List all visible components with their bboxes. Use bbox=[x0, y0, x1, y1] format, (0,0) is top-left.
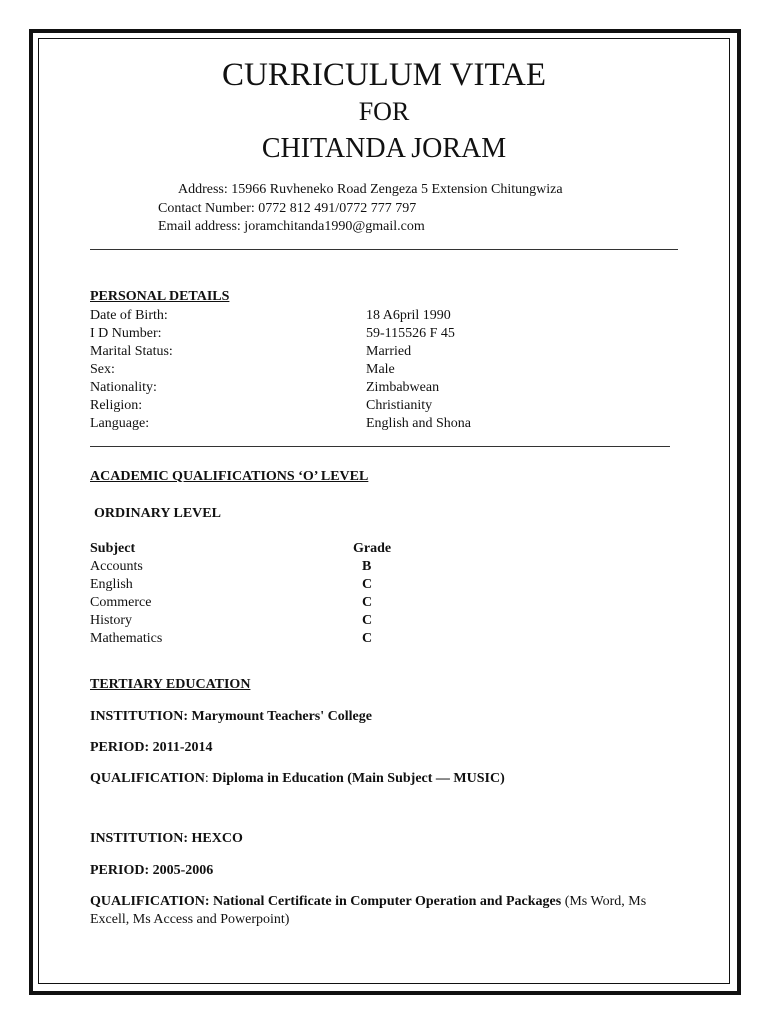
qualification-title: National Certificate in Computer Operation and Packages bbox=[213, 894, 562, 909]
grade-english: C bbox=[362, 577, 373, 592]
qualification-2 bbox=[90, 893, 680, 929]
religion-label: Religion: bbox=[90, 398, 143, 413]
divider bbox=[90, 249, 678, 250]
subject-column-header: Subject bbox=[90, 541, 136, 556]
dob-value: 18 A6pril 1990 bbox=[366, 308, 451, 323]
qualification-1 bbox=[90, 770, 690, 788]
divider bbox=[90, 446, 670, 447]
period-2: PERIOD: 2005-2006 bbox=[90, 863, 214, 878]
contact-number-line: Contact Number: 0772 812 491/0772 777 797 bbox=[158, 201, 417, 216]
qualification-title: Diploma in Education (Main Subject — MUSIC) bbox=[212, 771, 505, 786]
dob-label: Date of Birth: bbox=[90, 308, 168, 323]
grade-history: C bbox=[362, 613, 373, 628]
subject-accounts: Accounts bbox=[90, 559, 143, 574]
academic-qualifications-heading: ACADEMIC QUALIFICATIONS ‘O’ LEVEL bbox=[90, 469, 369, 484]
subject-commerce: Commerce bbox=[90, 595, 152, 610]
nationality-value: Zimbabwean bbox=[366, 380, 440, 395]
candidate-name: CHITANDA JORAM bbox=[261, 133, 507, 164]
subject-history: History bbox=[90, 613, 132, 628]
qualification-detail: (Ms Word, Ms Excell, Ms Access and Powerpoint) bbox=[90, 894, 647, 927]
qualification-label: QUALIFICATION: bbox=[90, 894, 210, 909]
document-title: CURRICULUM VITAE bbox=[221, 57, 546, 93]
tertiary-education-heading: TERTIARY EDUCATION bbox=[90, 677, 251, 692]
institution-2: INSTITUTION: HEXCO bbox=[90, 831, 243, 846]
marital-status-value: Married bbox=[366, 344, 412, 359]
id-number-label: I D Number: bbox=[90, 326, 162, 341]
sex-value: Male bbox=[366, 362, 395, 377]
subject-mathematics: Mathematics bbox=[90, 631, 163, 646]
ordinary-level-subheading: ORDINARY LEVEL bbox=[94, 506, 221, 521]
sex-label: Sex: bbox=[90, 362, 115, 377]
period-1: PERIOD: 2011-2014 bbox=[90, 740, 213, 755]
language-value: English and Shona bbox=[366, 416, 471, 431]
qualification-label: QUALIFICATION bbox=[90, 771, 205, 786]
language-label: Language: bbox=[90, 416, 150, 431]
grade-column-header: Grade bbox=[353, 541, 392, 556]
personal-details-heading: PERSONAL DETAILS bbox=[90, 289, 230, 304]
religion-value: Christianity bbox=[366, 398, 433, 413]
marital-status-label: Marital Status: bbox=[90, 344, 173, 359]
title-for: FOR bbox=[358, 97, 410, 126]
grade-commerce: C bbox=[362, 595, 373, 610]
institution-1: INSTITUTION: Marymount Teachers' College bbox=[90, 709, 372, 724]
subject-english: English bbox=[90, 577, 133, 592]
grade-accounts: B bbox=[362, 559, 372, 574]
address-line: Address: 15966 Ruvheneko Road Zengeza 5 Extension Chitungwiza bbox=[178, 182, 563, 197]
grade-mathematics: C bbox=[362, 631, 373, 646]
id-number-value: 59-115526 F 45 bbox=[366, 326, 455, 341]
email-line: Email address: joramchitanda1990@gmail.com bbox=[158, 219, 425, 234]
nationality-label: Nationality: bbox=[90, 380, 157, 395]
qualification-separator: : bbox=[204, 771, 213, 786]
